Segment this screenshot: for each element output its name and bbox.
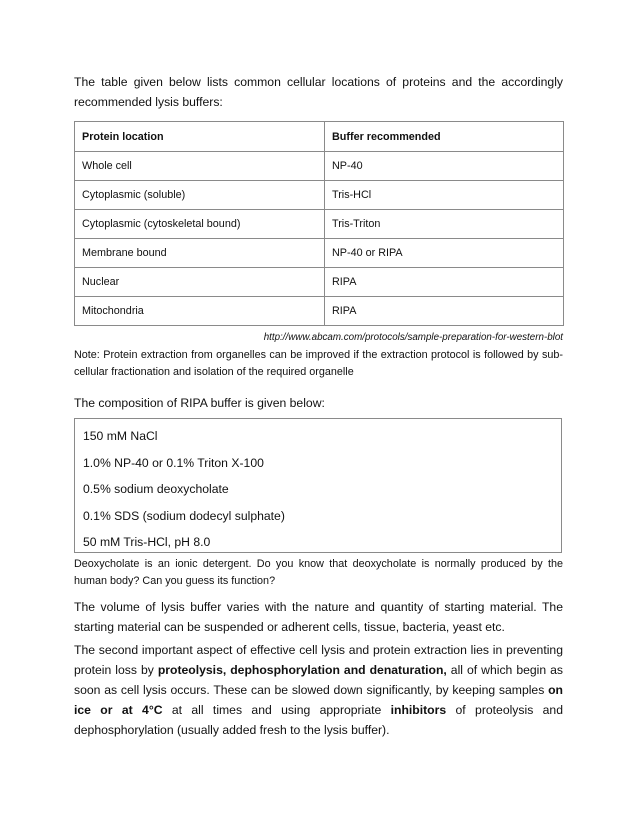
- table-row: [75, 239, 564, 268]
- second-aspect-paragraph: [74, 640, 563, 740]
- header-buffer-recommended: Buffer recommended: [325, 122, 564, 152]
- cell-location: Cytoplasmic (soluble): [75, 181, 325, 210]
- cell-location: Membrane bound: [75, 239, 325, 268]
- ripa-item: 0.1% SDS (sodium dodecyl sulphate): [83, 508, 285, 523]
- ripa-heading: The composition of RIPA buffer is given below:: [74, 396, 325, 410]
- deoxycholate-note: Deoxycholate is an ionic detergent. Do you know that deoxycholate is normally produced by the human body? Can you guess its function?: [74, 558, 563, 587]
- volume-paragraph: The volume of lysis buffer varies with the nature and quantity of starting material. The starting material can be suspended or adherent cells, tissue, bacteria, yeast etc.: [74, 600, 563, 634]
- emphasis-inhibitors: inhibitors: [390, 703, 447, 717]
- cell-buffer: NP-40: [325, 152, 564, 181]
- table-row: [75, 210, 564, 239]
- table-header-row: [75, 122, 564, 152]
- cell-buffer: Tris-HCl: [325, 181, 564, 210]
- paragraph-text: at all times and using appropriate: [162, 703, 391, 717]
- table-row: [75, 268, 564, 297]
- table-row: [75, 297, 564, 326]
- cell-buffer: RIPA: [325, 268, 564, 297]
- emphasis-proteolysis: proteolysis, dephosphorylation and denaturation,: [157, 663, 447, 677]
- paragraph-text: The second important aspect of effective cell lysis and protein extraction lies in preventing protein loss by: [74, 643, 563, 677]
- cell-location: Cytoplasmic (cytoskeletal bound): [75, 210, 325, 239]
- cell-buffer: RIPA: [325, 297, 564, 326]
- emphasis-ice: on ice or at 4°C: [74, 683, 563, 717]
- ripa-item: 50 mM Tris-HCl, pH 8.0: [83, 535, 211, 549]
- ripa-composition-box: [74, 418, 562, 553]
- ripa-item: 0.5% sodium deoxycholate: [83, 482, 229, 496]
- header-protein-location: Protein location: [75, 122, 325, 152]
- paragraph-text: of proteolysis and dephosphorylation (usually added fresh to the lysis buffer).: [74, 703, 563, 737]
- table-row: [75, 181, 564, 210]
- cell-location: Nuclear: [75, 268, 325, 297]
- cell-location: Whole cell: [75, 152, 325, 181]
- cell-buffer: Tris-Triton: [325, 210, 564, 239]
- cell-location: Mitochondria: [75, 297, 325, 326]
- source-url: http://www.abcam.com/protocols/sample-preparation-for-western-blot: [263, 332, 563, 343]
- cell-buffer: NP-40 or RIPA: [325, 239, 564, 268]
- paragraph-text: all of which begin as soon as cell lysis occurs. These can be slowed down significantly, by keeping samples: [74, 663, 564, 697]
- ripa-item: 150 mM NaCl: [83, 429, 158, 443]
- lysis-buffer-table: [74, 121, 564, 326]
- ripa-item: 1.0% NP-40 or 0.1% Triton X-100: [83, 455, 264, 470]
- table-row: [75, 152, 564, 181]
- organelle-note: Note: Protein extraction from organelles can be improved if the extraction protocol is followed by sub-cellular fractionation and isolation of the required organelle: [74, 349, 563, 378]
- intro-paragraph: The table given below lists common cellular locations of proteins and the accordingly recommended lysis buffers:: [74, 75, 563, 109]
